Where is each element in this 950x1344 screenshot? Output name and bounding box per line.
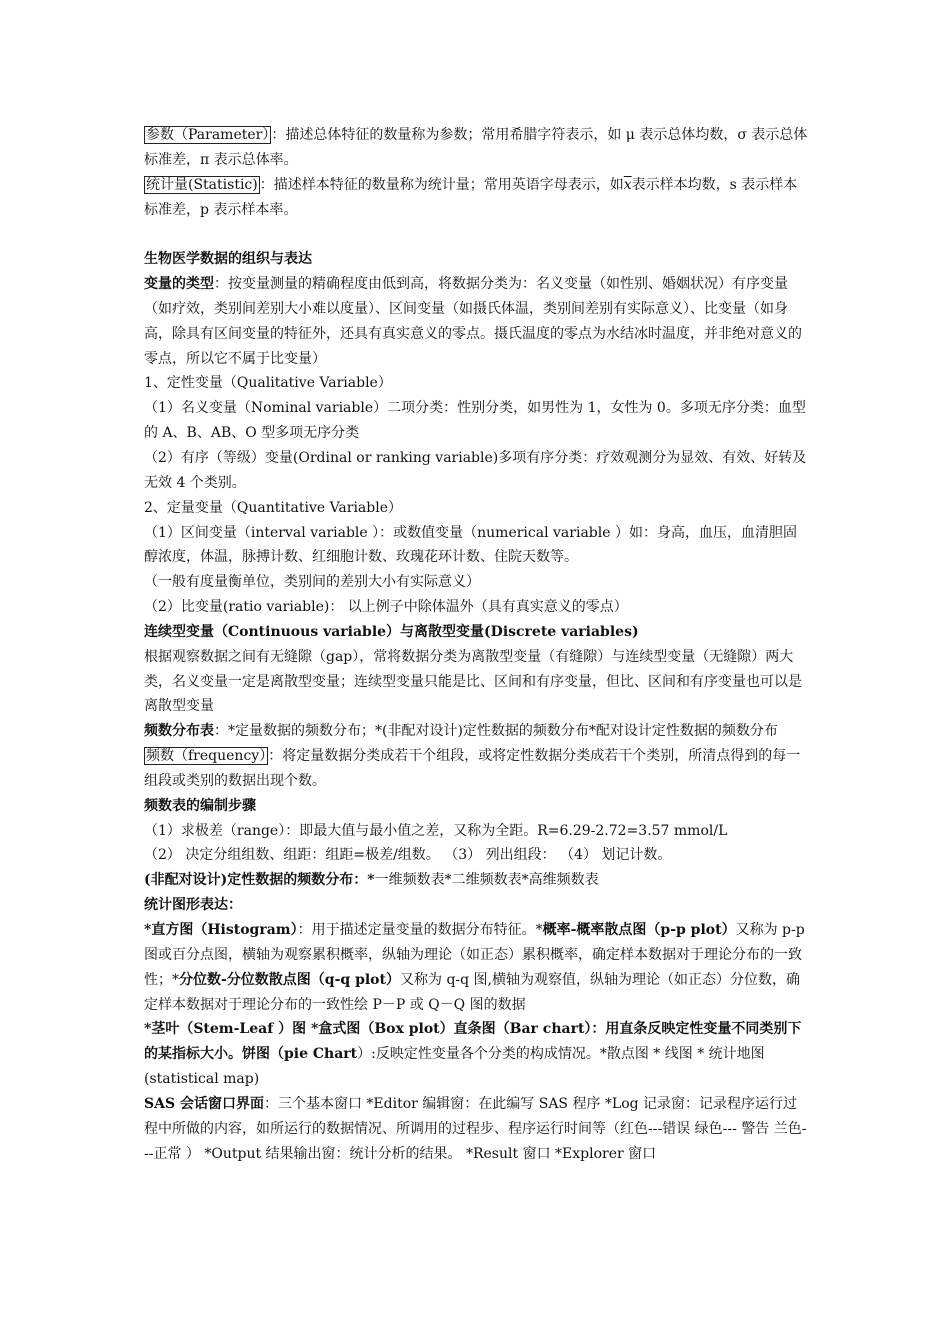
- xbar-symbol: $\overline{x}$: [623, 176, 632, 193]
- frequency-table-paragraph: [144, 719, 808, 744]
- document-page: [144, 123, 808, 1166]
- qualitative-heading: 1、定性变量（Qualitative Variable）: [144, 375, 392, 392]
- variable-types-paragraph: [144, 272, 808, 371]
- frequency-table-text: ：*定量数据的频数分布；*(非配对设计)定性数据的频数分布*配对设计定性数据的频数分布: [214, 723, 778, 740]
- section-title: 生物医学数据的组织与表达: [144, 251, 312, 268]
- histogram-text: ：用于描述定量变量的数据分布特征。*: [297, 922, 543, 938]
- blank-line: [144, 222, 808, 247]
- frequency-table-label: 频数分布表: [144, 723, 214, 740]
- histogram-label: *直方图（Histogram）: [144, 922, 298, 938]
- graphics-heading: 统计图形表达：: [144, 897, 242, 914]
- frequency-text: ：将定量数据分类成若干个组段，或将定性数据分类成若干个类别，所清点得到的每一组段或类别的数据出现个数。: [144, 748, 801, 789]
- interval-note: （一般有度量衡单位，类别间的差别大小有实际意义）: [144, 574, 480, 591]
- qualitative-frequency-paragraph: [144, 868, 808, 893]
- pp-plot-text: 又称为 p-p 图或百分点图，横轴为观察累积概率，纵轴为理论（如正态）累积概率，确定样本数据对于理论分布的一致性；*: [144, 922, 805, 988]
- parameter-text: ：描述总体特征的数量称为参数；常用希腊字符表示，如 μ 表示总体均数，σ 表示总体标准差，π 表示总体率。: [144, 127, 808, 168]
- step-range: （1）求极差（range）：即最大值与最小值之差，又称为全距。R=6.29-2.72=3.57 mmol/L: [144, 822, 728, 839]
- parameter-term: 参数（Parameter）: [146, 127, 270, 143]
- continuous-discrete-heading: 连续型变量（Continuous variable）与离散型变量(Discrete variables): [144, 623, 639, 640]
- interval-variable-paragraph: （1）区间变量（interval variable ）：或数值变量（numerical variable ）如：身高，血压，血清胆固醇浓度，体温，脉搏计数、红细胞计数、玫瑰花环计数、住院天数等。: [144, 524, 797, 566]
- step-groups: （2） 决定分组组数、组距：组距=极差/组数。 （3） 列出组段： （4） 划记计数。: [144, 847, 672, 864]
- parameter-definition: [144, 123, 808, 173]
- nominal-variable-paragraph: （1）名义变量（Nominal variable）二项分类：性别分类，如男性为 1，女性为 0。多项无序分类：血型的 A、B、AB、O 型多项无序分类: [144, 400, 806, 442]
- qq-plot-text: 又称为 q-q 图,横轴为观察值，纵轴为理论（如正态）分位数，确定样本数据对于理论分布的一致性绘 P－P 或 Q－Q 图的数据: [144, 971, 801, 1013]
- ordinal-variable-paragraph: （2）有序（等级）变量(Ordinal or ranking variable)多项有序分类：疗效观测分为显效、有效、好转及无效 4 个类别。: [144, 449, 807, 491]
- frequency-term: 频数（frequency）: [146, 748, 267, 765]
- sas-text: ：三个基本窗口 *Editor 编辑窗：在此编写 SAS 程序 *Log 记录窗：记录程序运行过程中所做的内容，如所运行的数据情况、所调用的过程步、程序运行时间等（红色---错误 绿色--- 警告 兰色---正常 ） *Output 结果输出窗：统计分析的结果。 *Result 窗口 *Explorer 窗口: [144, 1095, 807, 1162]
- statistic-text-b: 表示样本均数，s 表示样本标准差，p 表示样本率。: [144, 176, 798, 218]
- pp-plot-label: 概率-概率散点图（p-p plot）: [542, 922, 736, 938]
- qualitative-frequency-label: (非配对设计)定性数据的频数分布：*: [144, 872, 375, 889]
- other-charts-bold: *茎叶（Stem-Leaf ）图 *盒式图（Box plot）直条图（Bar chart）：用直条反映定性变量不同类别下的某指标大小。饼图（pie Chart: [144, 1021, 802, 1063]
- histogram-paragraph: [144, 918, 808, 1017]
- quantitative-heading: 2、定量变量（Quantitative Variable）: [144, 499, 403, 516]
- variable-types-label: 变量的类型: [144, 276, 214, 293]
- ratio-variable-paragraph: （2）比变量(ratio variable)： 以上例子中除体温外（具有真实意义的零点）: [144, 599, 628, 616]
- frequency-definition: [144, 744, 808, 794]
- statistic-text-a: ：描述样本特征的数量称为统计量；常用英语字母表示，如: [259, 176, 624, 193]
- variable-types-text: ：按变量测量的精确程度由低到高，将数据分类为：名义变量（如性别、婚姻状况）有序变量（如疗效，类别间差别大小难以度量）、区间变量（如摄氏体温，类别间差别有实际意义）、比变量（如身高，除具有区间变量的特征外，还具有真实意义的零点。摄氏温度的零点为水结冰时温度，并非绝对意义的零点，所以它不属于比变量）: [144, 276, 802, 367]
- sas-label: SAS 会话窗口界面: [144, 1095, 264, 1112]
- frequency-steps-heading: 频数表的编制步骤: [144, 797, 256, 814]
- qualitative-frequency-text: 一维频数表*二维频数表*高维频数表: [374, 872, 599, 889]
- sas-paragraph: [144, 1092, 808, 1167]
- other-charts-text: ）:反映定性变量各个分类的构成情况。*散点图 * 线图 * 统计地图(statistical map): [144, 1046, 765, 1088]
- statistic-definition: [144, 173, 808, 223]
- qq-plot-label: 分位数-分位数散点图（q-q plot）: [179, 971, 400, 988]
- statistic-term: 统计量(Statistic): [146, 176, 258, 193]
- other-charts-paragraph: [144, 1017, 808, 1092]
- continuous-discrete-paragraph: 根据观察数据之间有无缝隙（gap），常将数据分类为离散型变量（有缝隙）与连续型变量（无缝隙）两大类，名义变量一定是离散型变量；连续型变量只能是比、区间和有序变量，但比、区间和有序变量也可以是离散型变量: [144, 648, 802, 715]
